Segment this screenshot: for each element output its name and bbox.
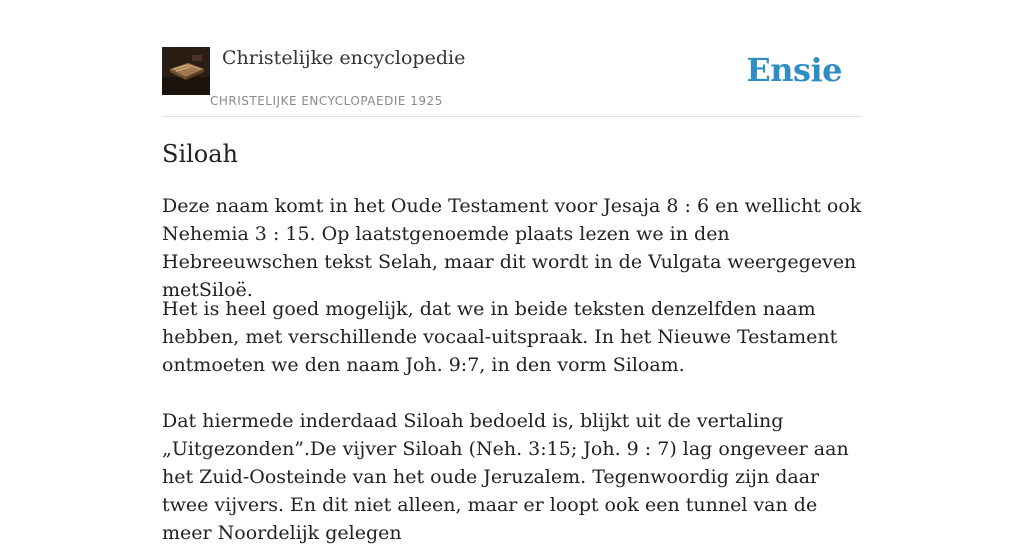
book-photo-icon	[162, 47, 210, 95]
article-title: Siloah	[162, 140, 239, 168]
source-title[interactable]: Christelijke encyclopedie	[222, 47, 466, 69]
article-paragraph: Het is heel goed mogelijk, dat we in beide teksten denzelfden naam hebben, met verschillende vocaal-uitspraak. In het Nieuwe Testament ontmoeten we den naam Joh. 9:7, in den vorm Siloam.	[162, 298, 838, 376]
ensie-logo-link[interactable]: Ensie	[746, 51, 842, 89]
source-header	[162, 0, 862, 117]
page-container	[162, 0, 862, 544]
source-avatar[interactable]	[162, 47, 210, 95]
source-subtitle: CHRISTELIJKE ENCYCLOPAEDIE 1925	[210, 94, 443, 108]
article-paragraph: Deze naam komt in het Oude Testament voor Jesaja 8 : 6 en wellicht ook Nehemia 3 : 15. Op laatstgenoemde plaats lezen we in den Hebreeuwschen tekst Selah, maar dit wordt in de Vulgata weergegeven metSiloë.	[162, 195, 862, 301]
article-paragraph: Dat hiermede inderdaad Siloah bedoeld is, blijkt uit de vertaling „Uitgezonden”.De vijver Siloah (Neh. 3:15; Joh. 9 : 7) lag ongeveer aan het Zuid-Oosteinde van het oude Jeruzalem. Tegenwoordig zijn daar twee vijvers. En dit niet alleen, maar er loopt ook een tunnel van de meer Noordelijk gelegen	[162, 410, 849, 544]
